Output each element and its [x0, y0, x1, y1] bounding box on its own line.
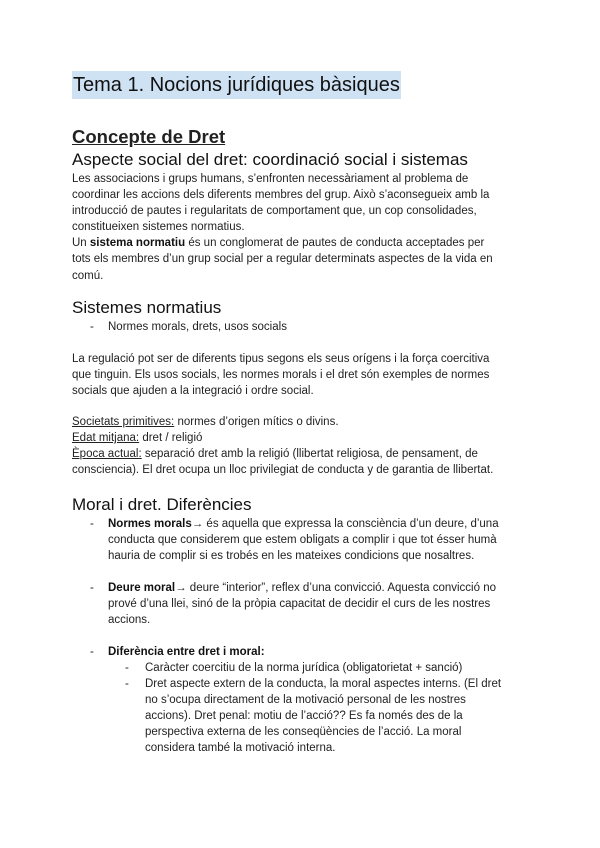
- bullet-text: [108, 580, 528, 628]
- bullet-dash: -: [90, 321, 94, 333]
- text-line: La regulació pot ser de diferents tipus segons els seus orígens i la força coercitiva: [72, 353, 490, 365]
- text-line: introducció de pautes i regularitats de comportament que, un cop consolidades,: [72, 205, 477, 218]
- text-line: considera també la motivació interna.: [145, 742, 336, 755]
- text-fragment: separació dret amb la religió (llibertat religiosa, de pensament, de: [141, 448, 478, 461]
- bullet-dash: -: [125, 662, 129, 674]
- text-line: socials que ajuden a la integració i ordre social.: [72, 385, 314, 398]
- text-line: hauria de complir si es trobés en les mateixes condicions que nosaltres.: [108, 550, 475, 563]
- text-line: perspectiva externa de les conseqüències de l’acció. La moral: [145, 726, 462, 739]
- sub-bullet-text: Caràcter coercitiu de la norma jurídica (obligatorietat + sanció): [145, 662, 463, 674]
- text-line: constitueixen sistemes normatius.: [72, 221, 245, 234]
- bullet-dash: -: [125, 678, 129, 690]
- text-line: conducta que considerem que estem obligats a complir i que tot ésser humà: [108, 534, 497, 547]
- text-fragment: Un: [72, 237, 90, 250]
- bullet-dash: -: [90, 582, 94, 594]
- text-line: accions.: [108, 614, 151, 627]
- text-line: Les associacions i grups humans, s’enfronten necessàriament al problema de: [72, 173, 469, 185]
- paragraph-regulacio: [72, 351, 527, 399]
- text-fragment: → és aquella que expressa la consciència d’un deure, d’una: [191, 518, 499, 530]
- text-fragment: → deure “interior”, reflex d’una convicció. Aquesta convicció no: [175, 582, 496, 594]
- paragraph-associacions: [72, 171, 527, 284]
- text-fragment: és un conglomerat de pautes de conducta acceptades per: [185, 237, 485, 250]
- text-line: que tinguin. Els usos socials, les normes morals i el dret són exemples de normes: [72, 369, 490, 382]
- underlined-label: Edat mitjana:: [72, 432, 140, 445]
- text-fragment: normes d’origen mítics o divins.: [174, 416, 339, 428]
- bullet-dash: -: [90, 518, 94, 530]
- bold-term: Normes morals: [108, 518, 192, 530]
- text-line: consciencia). El dret ocupa un lloc privilegiat de conducta y de garantia de llibertat.: [72, 464, 494, 477]
- text-line: comú.: [72, 269, 104, 282]
- underlined-label: Societats primitives:: [72, 416, 175, 428]
- subheading-moral-dret: Moral i dret. Diferències: [72, 495, 252, 514]
- text-line: accions). Dret penal: motiu de l’acció?? Es fa només des de la: [145, 710, 463, 723]
- page-title: Tema 1. Nocions jurídiques bàsiques: [72, 71, 401, 99]
- bullet-text: Normes morals, drets, usos socials: [108, 321, 287, 333]
- paragraph-epoques: [72, 414, 527, 478]
- text-fragment: dret / religió: [139, 432, 203, 445]
- text-line: prové d’una llei, sinó de la pròpia capacitat de decidir el curs de les nostres: [108, 598, 491, 611]
- subheading-sistemes-normatius: Sistemes normatius: [72, 298, 222, 317]
- bold-term: sistema normatiu: [89, 237, 186, 250]
- section-heading-concepte: Concepte de Dret: [72, 126, 226, 147]
- sub-bullet-text: [145, 676, 525, 756]
- underlined-label: Època actual:: [72, 448, 142, 461]
- subheading-aspecte-social: Aspecte social del dret: coordinació social i sistemas: [72, 150, 468, 169]
- text-line: no s’ocupa directament de la motivació personal de les nostres: [145, 694, 466, 707]
- text-line: tots els membres d’un grup social per a regular determinats aspectes de la vida en: [72, 253, 493, 266]
- bold-term: Deure moral: [108, 582, 176, 594]
- bullet-dash: -: [90, 646, 94, 658]
- text-line: coordinar les accions dels diferents membres del grup. Això s’aconsegueix amb la: [72, 189, 490, 202]
- text-line: Dret aspecte extern de la conducta, la moral aspectes interns. (El dret: [145, 678, 502, 690]
- bullet-text: [108, 644, 528, 660]
- bullet-text: [108, 516, 528, 564]
- bold-term: Diferència entre dret i moral:: [108, 646, 265, 658]
